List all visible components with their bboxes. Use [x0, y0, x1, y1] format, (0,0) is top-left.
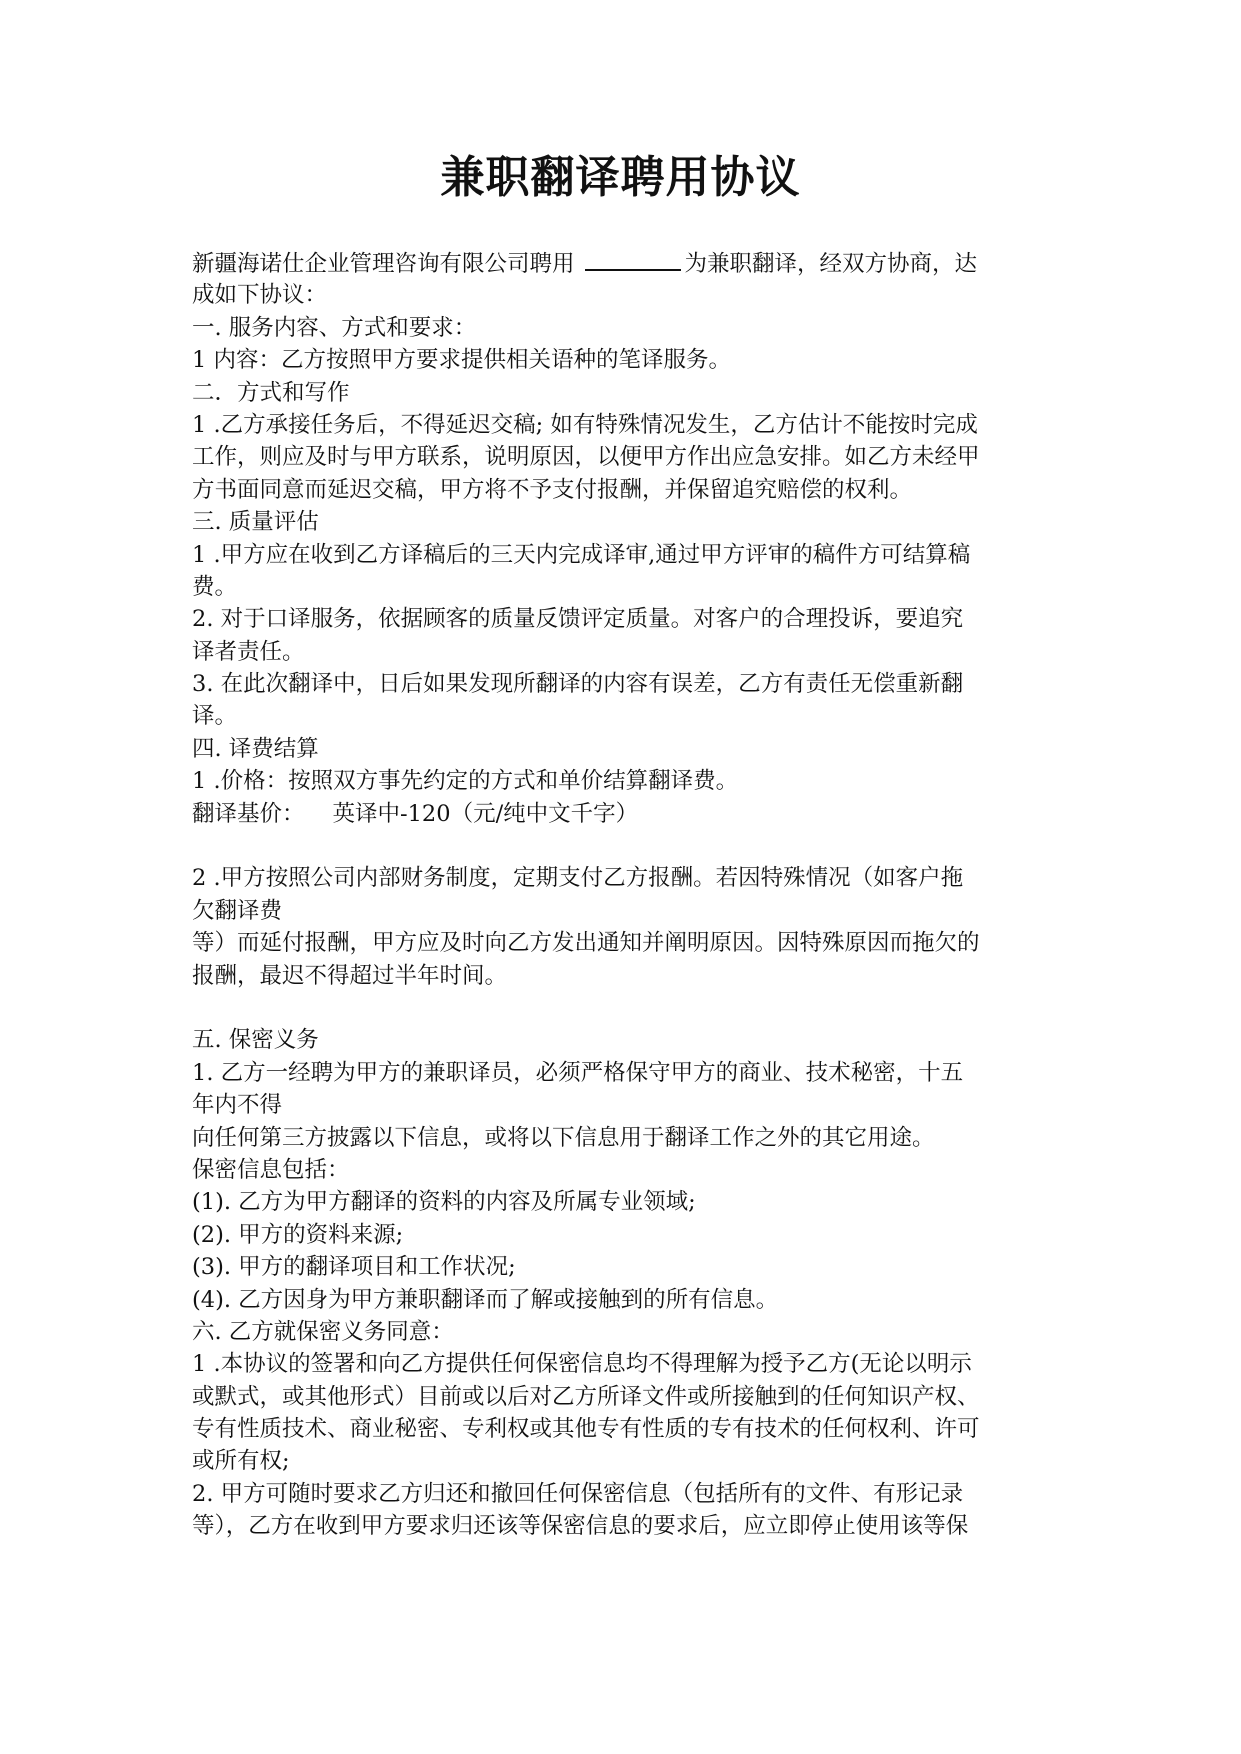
section-heading-5: 五. 保密义务	[192, 1027, 319, 1054]
paragraph-line: 费。	[192, 573, 238, 600]
paragraph-line: 1. 乙方一经聘为甲方的兼职译员，必须严格保守甲方的商业、技术秘密，十五	[192, 1059, 964, 1086]
paragraph-line: 1 .甲方应在收到乙方译稿后的三天内完成译审,通过甲方评审的稿件方可结算稿	[192, 541, 971, 568]
blank-line	[192, 830, 1062, 862]
intro-line	[192, 247, 1062, 279]
paragraph-line: 2 .甲方按照公司内部财务制度，定期支付乙方报酬。若因特殊情况（如客户拖	[192, 865, 964, 892]
intro-text-after-blank: 为兼职翻译，经双方协商，达	[684, 251, 978, 277]
section-heading-3: 三. 质量评估	[192, 509, 319, 536]
paragraph-line: 方书面同意而延迟交稿，甲方将不予支付报酬，并保留追究赔偿的权利。	[192, 476, 913, 503]
paragraph-line: 专有性质技术、商业秘密、专利权或其他专有性质的专有技术的任何权利、许可	[192, 1416, 980, 1443]
paragraph-line: 或所有权;	[192, 1448, 290, 1475]
section-heading-6: 六. 乙方就保密义务同意：	[192, 1318, 454, 1345]
section-heading-4: 四. 译费结算	[192, 735, 319, 762]
paragraph-line: 等）而延付报酬，甲方应及时向乙方发出通知并阐明原因。因特殊原因而拖欠的	[192, 930, 980, 957]
list-item: (1). 乙方为甲方翻译的资料的内容及所属专业领域;	[192, 1189, 696, 1216]
paragraph-line: 欠翻译费	[192, 897, 283, 924]
paragraph-line: 年内不得	[192, 1092, 283, 1119]
paragraph-line: 1 内容：乙方按照甲方要求提供相关语种的笔译服务。	[192, 347, 731, 374]
intro-text-before-blank: 新疆海诺仕企业管理咨询有限公司聘用	[192, 251, 575, 277]
paragraph-line: 译。	[192, 703, 238, 730]
base-price-value: 英译中-120（元/纯中文千字）	[332, 800, 639, 827]
paragraph-line: 1 .本协议的签署和向乙方提供任何保密信息均不得理解为授予乙方(无论以明示	[192, 1351, 972, 1378]
paragraph-line: 3. 在此次翻译中，日后如果发现所翻译的内容有误差，乙方有责任无偿重新翻	[192, 671, 964, 698]
paragraph-line: 或默式，或其他形式）目前或以后对乙方所译文件或所接触到的任何知识产权、	[192, 1383, 980, 1410]
blank-line	[192, 992, 1062, 1024]
paragraph-line: 等），乙方在收到甲方要求归还该等保密信息的要求后，应立即停止使用该等保	[192, 1513, 969, 1540]
paragraph-line: 2. 对于口译服务，依据顾客的质量反馈评定质量。对客户的合理投诉，要追究	[192, 606, 964, 633]
paragraph-line: 1 .价格：按照双方事先约定的方式和单价结算翻译费。	[192, 768, 739, 795]
paragraph-line: 保密信息包括：	[192, 1156, 350, 1183]
section-heading-1: 一. 服务内容、方式和要求：	[192, 314, 477, 341]
list-item: (2). 甲方的资料来源;	[192, 1221, 404, 1248]
intro-line-2: 成如下协议：	[192, 282, 328, 309]
paragraph-line: 2. 甲方可随时要求乙方归还和撤回任何保密信息（包括所有的文件、有形记录	[192, 1480, 964, 1507]
name-blank-field	[585, 247, 681, 271]
list-item: (4). 乙方因身为甲方兼职翻译而了解或接触到的所有信息。	[192, 1286, 779, 1313]
base-price-line	[192, 798, 1062, 830]
section-heading-2: 二．方式和写作	[192, 379, 350, 406]
paragraph-line: 工作，则应及时与甲方联系，说明原因，以便甲方作出应急安排。如乙方未经甲	[192, 444, 980, 471]
paragraph-line: 向任何第三方披露以下信息，或将以下信息用于翻译工作之外的其它用途。	[192, 1124, 935, 1151]
document-title: 兼职翻译聘用协议	[440, 152, 801, 203]
list-item: (3). 甲方的翻译项目和工作状况;	[192, 1254, 516, 1281]
document-body	[192, 247, 1062, 1543]
base-price-label: 翻译基价：	[192, 800, 305, 827]
paragraph-line: 报酬，最迟不得超过半年时间。	[192, 962, 508, 989]
paragraph-line: 1 .乙方承接任务后，不得延迟交稿; 如有特殊情况发生，乙方估计不能按时完成	[192, 411, 978, 438]
paragraph-line: 译者责任。	[192, 638, 305, 665]
